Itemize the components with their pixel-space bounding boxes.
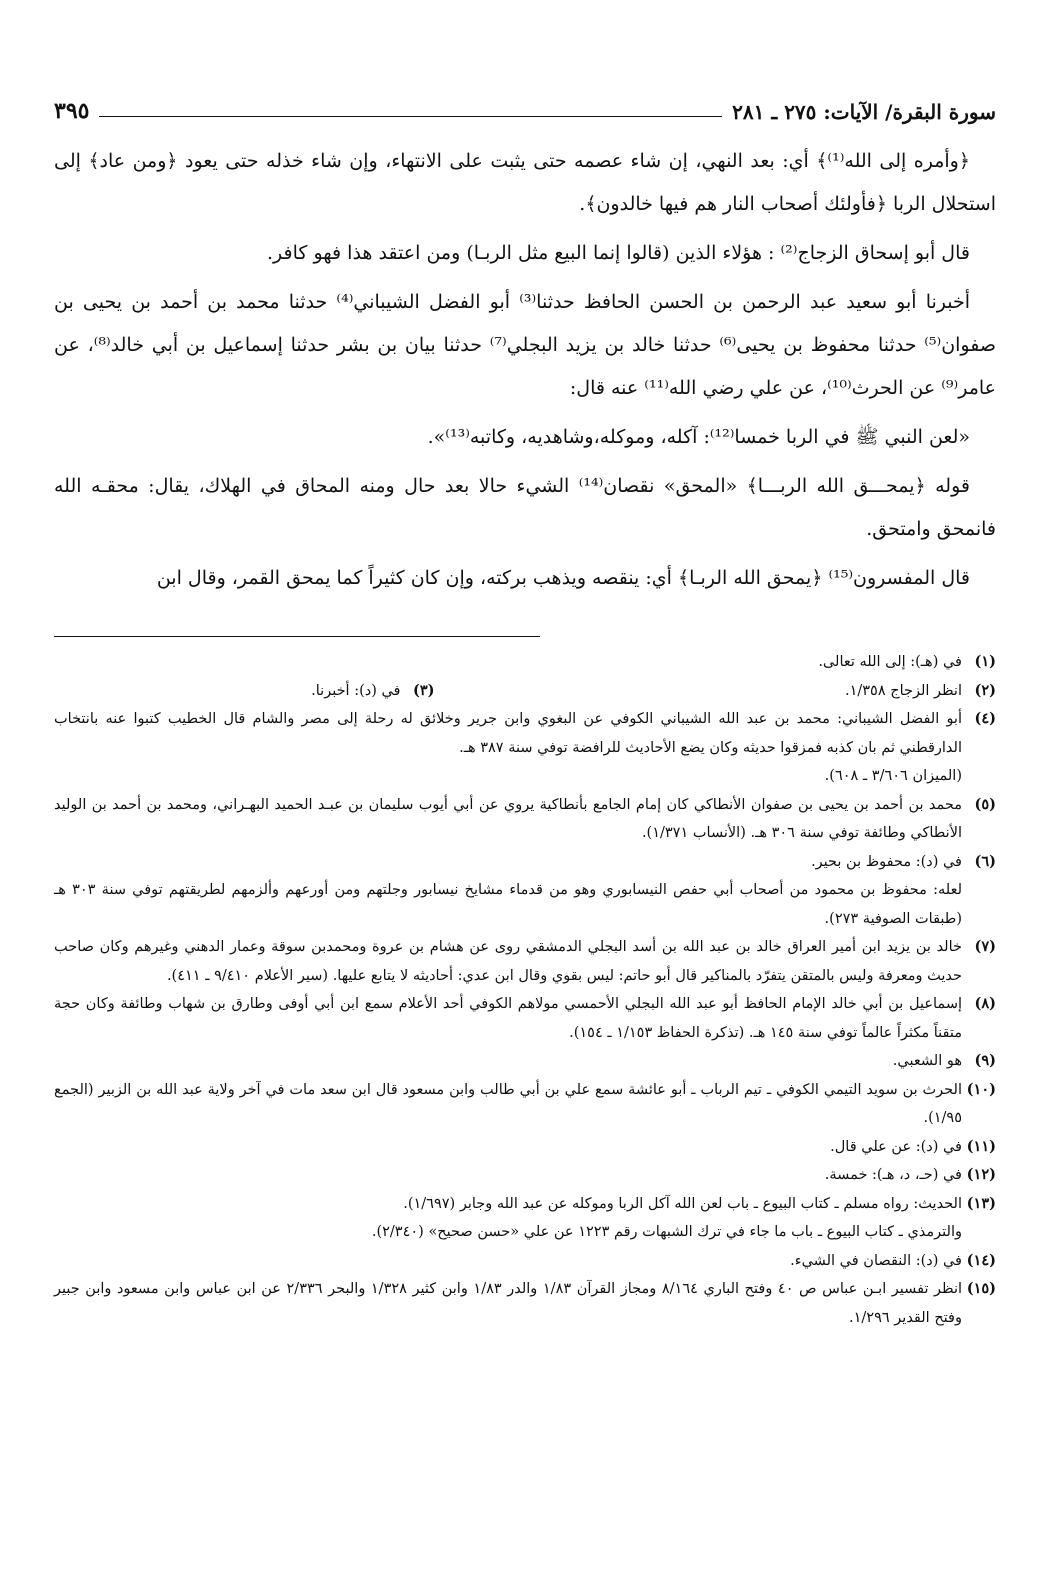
footnote-number: (٨): [974, 995, 996, 1012]
footnote-number: (٤): [974, 710, 996, 727]
footnote-separator: [54, 636, 540, 637]
surah-title: سورة البقرة/ الآيات: ٢٧٥ ـ ٢٨١: [732, 100, 996, 124]
footnote-13-continuation: والترمذي ـ كتاب البيوع ـ باب ما جاء في ترك الشبهات رقم ١٢٢٣ عن علي «حسن صحيح» (٢/٣٤٠).: [371, 1224, 962, 1240]
main-text: [54, 140, 996, 606]
footnote-6-continuation: لعله: محفوظ بن محمود من أصحاب أبي حفص النيسابوري وهو من قدماء مشايخ نيسابور وجلتهم ومن أورعهم وألزمهم لطريقتهم توفي سنة ٣٠٣ هـ (طبقات الصوفية ٢٧٣).: [54, 882, 962, 927]
footnote-11: [54, 1133, 996, 1162]
footnote-number: (٦): [974, 852, 996, 870]
footnote-2: [434, 677, 996, 706]
footnote-4: [54, 705, 996, 762]
footnotes: [54, 648, 996, 1332]
footnote-15: [54, 1275, 996, 1332]
footnote-text: في (د): محفوظ بن بحير.: [811, 853, 962, 870]
footnote-number: (١١): [966, 1137, 996, 1155]
footnote-13: [54, 1190, 996, 1219]
footnote-7: [54, 933, 996, 990]
footnote-text: هو الشعبي.: [892, 1053, 962, 1069]
footnote-text: في (د): عن علي قال.: [830, 1138, 962, 1155]
footnote-number: (١٣): [966, 1194, 996, 1212]
footnote-text: في (هـ): إلى الله تعالى.: [818, 654, 962, 670]
footnote-number: (١٠): [966, 1080, 996, 1098]
footnote-text: خالد بن يزيد ابن أمير العراق خالد بن عبد الله بن أسد البجلي الدمشقي روى عن هشام بن عروة ومحمدبن سوقة وعمار الدهني وغيرهم وكان صاحب حديث ومعرفة وليس بالمتقن يتفرّد بالمناكير قال أبو حاتم: ليس بقوي وقال ابن عدي: أحاديثه لا يتابع عليها. (سير الأعلام ٩/٤١٠ ـ ٤١١).: [54, 939, 962, 984]
footnote-number: (١): [974, 653, 996, 670]
footnote-number: (١٤): [966, 1251, 996, 1269]
footnote-text: في (د): النقصان في الشيء.: [790, 1252, 962, 1269]
footnote-10: [54, 1076, 996, 1133]
footnote-text: محمد بن أحمد بن يحيى بن صفوان الأنطاكي كان إمام الجامع بأنطاكية يروي عن أبي أيوب سليمان بن عبـد الحميد البهـراني، ومحمد بن أحمد بن الوليد الأنطاكي وطائفة توفي سنة ٣٠٦ هـ. (الأنساب ١/٣٧١).: [54, 796, 962, 841]
footnote-row: [54, 677, 996, 706]
footnote-number: (٥): [974, 795, 996, 813]
footnote-1: [54, 648, 996, 677]
footnote-4-continuation: (الميزان ٣/٦٠٦ ـ ٦٠٨).: [824, 768, 962, 784]
footnote-text: أبو الفضل الشيباني: محمد بن عبد الله الشيباني الكوفي عن البغوي وابن جرير وخلائق له رحلة إلى مصر والشام قال الخطيب كتبوا عنه بانتخاب الدارقطني ثم بان كذبه فمزقوا حديثه وكان يضع الأحاديث للرافضة توفي سنة ٣٨٧ هـ.: [54, 711, 962, 756]
paragraph-5: قوله ﴿يمحـــق الله الربـــا﴾ «المحق» نقصان⁽¹⁴⁾ الشيء حالا بعد حال ومنه المحاق في الهلاك، يقال: محقـه الله فانمحق وامتحق.: [54, 475, 996, 540]
footnote-number: (٩): [974, 1052, 996, 1069]
footnote-number: (١٥): [966, 1280, 997, 1297]
footnote-text: في (حـ، د، هـ): خمسة.: [824, 1167, 962, 1183]
footnote-8: [54, 990, 996, 1047]
footnote-9: [54, 1047, 996, 1076]
footnote-text: إسماعيل بن أبي خالد الإمام الحافظ أبو عبد الله البجلي الأحمسي مولاهم الكوفي أحد الأعلام سمع ابن أبي أوفى وطارق بن شهاب وطائفة وكان حجة متقناً مكثراً عالماً توفي سنة ١٤٥ هـ. (تذكرة الحفاظ ١/١٥٣ ـ ١٥٤).: [54, 996, 962, 1041]
footnote-5: [54, 791, 996, 848]
footnote-14: [54, 1247, 996, 1276]
footnote-text: انظر الزجاج ١/٣٥٨.: [844, 682, 962, 699]
running-header: [54, 92, 996, 124]
footnote-text: الحرث بن سويد التيمي الكوفي ـ تيم الرباب ـ أبو عائشة سمع علي بن أبي طالب وابن مسعود قال ابن سعد مات في آخر ولاية عبد الله بن الزبير (الجمع ١/٩٥).: [54, 1081, 962, 1126]
footnote-3: [311, 677, 434, 706]
paragraph-6: قال المفسرون⁽¹⁵⁾ ﴿يمحق الله الربـا﴾ أي: ينقصه ويذهب بركته، وإن كان كثيراً كما يمحق القمر، وقال ابن: [156, 567, 970, 589]
footnote-text: في (د): أخبرنا.: [311, 682, 401, 699]
footnote-number: (٣): [412, 681, 435, 699]
paragraph-1: ﴿وأمره إلى الله⁽¹⁾﴾ أي: بعد النهي، إن شاء عصمه حتى يثبت على الانتهاء، وإن شاء خذله حتى يعود ﴿ومن عاد﴾ إلى استحلال الربا ﴿فأولئك أصحاب النار هم فيها خالدون﴾.: [54, 150, 996, 215]
footnote-number: (٢): [974, 681, 996, 699]
footnote-text: الحديث: رواه مسلم ـ كتاب البيوع ـ باب لعن الله آكل الربا وموكله عن عبد الله وجابر (١/٦٩٧).: [403, 1195, 962, 1212]
footnote-6: [54, 848, 996, 877]
page-number: ٣٩٥: [54, 98, 90, 124]
paragraph-3: أخبرنا أبو سعيد عبد الرحمن بن الحسن الحافظ حدثنا⁽³⁾ أبو الفضل الشيباني⁽⁴⁾ حدثنا محمد بن أحمد بن يحيى بن صفوان⁽⁵⁾ حدثنا محفوظ بن يحيى⁽⁶⁾ حدثنا خالد بن يزيد البجلي⁽⁷⁾ حدثنا بيان بن بشر حدثنا إسماعيل بن أبي خالد⁽⁸⁾، عن عامر⁽⁹⁾ عن الحرث⁽¹⁰⁾، عن علي رضي الله⁽¹¹⁾ عنه قال:: [54, 291, 996, 399]
paragraph-4: «لعن النبي ﷺ في الربا خمسا⁽¹²⁾: آكله، وموكله،وشاهديه، وكاتبه⁽¹³⁾».: [427, 426, 970, 448]
footnote-12: [54, 1161, 996, 1190]
header-rule: [99, 116, 722, 117]
paragraph-2: قال أبو إسحاق الزجاج⁽²⁾ : هؤلاء الذين (قالوا إنما البيع مثل الربـا) ومن اعتقد هذا فهو كافر.: [267, 242, 970, 264]
footnote-number: (١٢): [966, 1166, 996, 1183]
footnote-number: (٧): [974, 938, 996, 955]
footnote-text: انظر تفسير ابـن عباس ص ٤٠ وفتح الباري ٨/١٦٤ ومجاز القرآن ١/٨٣ والدر ١/٨٣ وابن كثير ١/٣٢٨ والبحر ٢/٣٣٦ عن ابن عباس وابن مسعود وابن جبير وفتح القدير ١/٢٩٦.: [54, 1281, 963, 1326]
